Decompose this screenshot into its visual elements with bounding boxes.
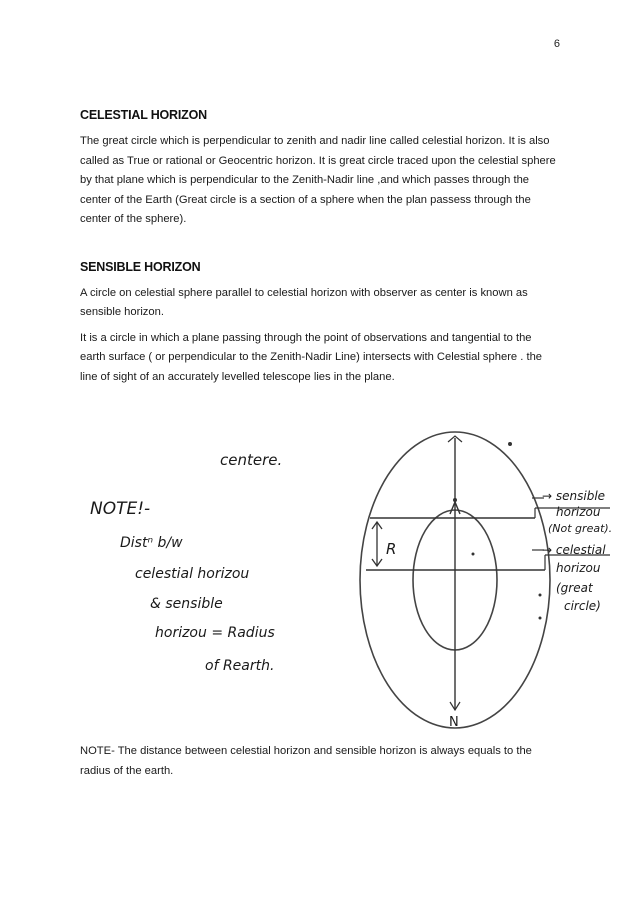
right-label-3: (Not great).	[548, 522, 613, 535]
note-line-6: of Rearth.	[205, 658, 275, 674]
footer-note	[80, 742, 560, 787]
section-heading-sensible-horizon: SENSIBLE HORIZON	[80, 259, 201, 274]
right-label-4: → celestial	[542, 543, 606, 557]
sensible-horizon-paragraph-1: A circle on celestial sphere parallel to celestial horizon with observer as center is known as sensible horizon.	[80, 286, 528, 318]
section-heading-celestial-horizon: CELESTIAL HORIZON	[80, 108, 207, 122]
celestial-horizon-paragraph: The great circle which is perpendicular to zenith and nadir line called celestial horizon. It is also called as True or rational or Geocentric horizon. It is great circle traced upon the celestial sphere by that plane which is perpendicular to the Zenith-Nadir line ,and which passes through the center of the Earth (Great circle is a section of a sphere when the plan passess through the center of the sphere).	[80, 135, 556, 225]
sensible-horizon-paragraph-2: It is a circle in which a plane passing through the point of observations and tangential to the earth surface ( or perpendicular to the Zenith-Nadir Line) intersects with Celestial sphere . the line of sight of an accurately levelled telescope lies in the plane.	[80, 331, 543, 383]
handwritten-diagram	[70, 430, 630, 730]
note-line-1: NOTE!-	[90, 499, 151, 519]
page-number: 6	[553, 38, 560, 50]
footer-note-text: NOTE- The distance between celestial horizon and sensible horizon is always equals to the radius of the earth.	[80, 745, 532, 777]
r-label: R	[386, 540, 397, 558]
right-label-6: (great	[556, 581, 593, 595]
right-label-5: horizou	[556, 561, 601, 575]
note-line-5: horizou = Radius	[155, 625, 275, 641]
note-line-3: celestial horizou	[135, 566, 250, 582]
right-label-7: circle)	[564, 599, 601, 613]
text-content	[80, 108, 560, 393]
note-line-2: Distⁿ b/w	[120, 535, 183, 551]
n-label: N	[449, 715, 459, 730]
right-label-1: → sensible	[542, 489, 606, 503]
horizon-diagram-svg	[70, 430, 630, 730]
top-label: centere.	[220, 451, 283, 469]
note-line-4: & sensible	[150, 596, 223, 612]
right-label-2: horizou	[556, 505, 601, 519]
